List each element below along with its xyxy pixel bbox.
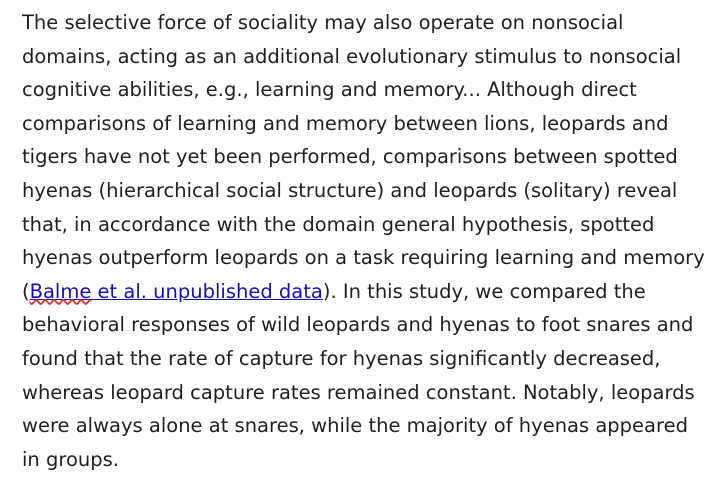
paragraph-line-14: in groups. [22, 447, 119, 471]
paragraph-line-9 [22, 275, 717, 309]
citation-open-paren: ( [22, 279, 30, 303]
document-body [22, 6, 717, 476]
paragraph-line-7: that, in accordance with the domain general hypothesis, spotted [22, 212, 655, 236]
paragraph-line-1: The selective force of sociality may also operate on nonsocial [22, 11, 624, 34]
paragraph-line-3: cognitive abilities, e.g., learning and memory... Although direct [22, 78, 637, 102]
paragraph-line-2: domains, acting as an additional evolutionary stimulus to nonsocial [22, 44, 682, 68]
paragraph-line-5: tigers have not yet been performed, comparisons between spotted [22, 145, 678, 169]
citation-rest: et al. unpublished data [91, 279, 323, 303]
citation-trailing-text: ). In this study, we compared the [322, 279, 646, 303]
paragraph-line-13: were always alone at snares, while the majority of hyenas appeared [22, 414, 688, 438]
citation-link[interactable] [30, 280, 323, 303]
paragraph-line-6: hyenas (hierarchical social structure) and leopards (solitary) reveal [22, 178, 678, 202]
paragraph-line-8: hyenas outperform leopards on a task requiring learning and memory [22, 246, 705, 270]
citation-author: Balme [29, 279, 92, 303]
paragraph-line-10: behavioral responses of wild leopards and hyenas to foot snares and [22, 313, 694, 337]
paragraph-line-12: whereas leopard capture rates remained constant. Notably, leopards [22, 380, 695, 404]
paragraph-line-4: comparisons of learning and memory between lions, leopards and [22, 111, 669, 135]
paragraph-line-11: found that the rate of capture for hyenas significantly decreased, [22, 346, 661, 370]
